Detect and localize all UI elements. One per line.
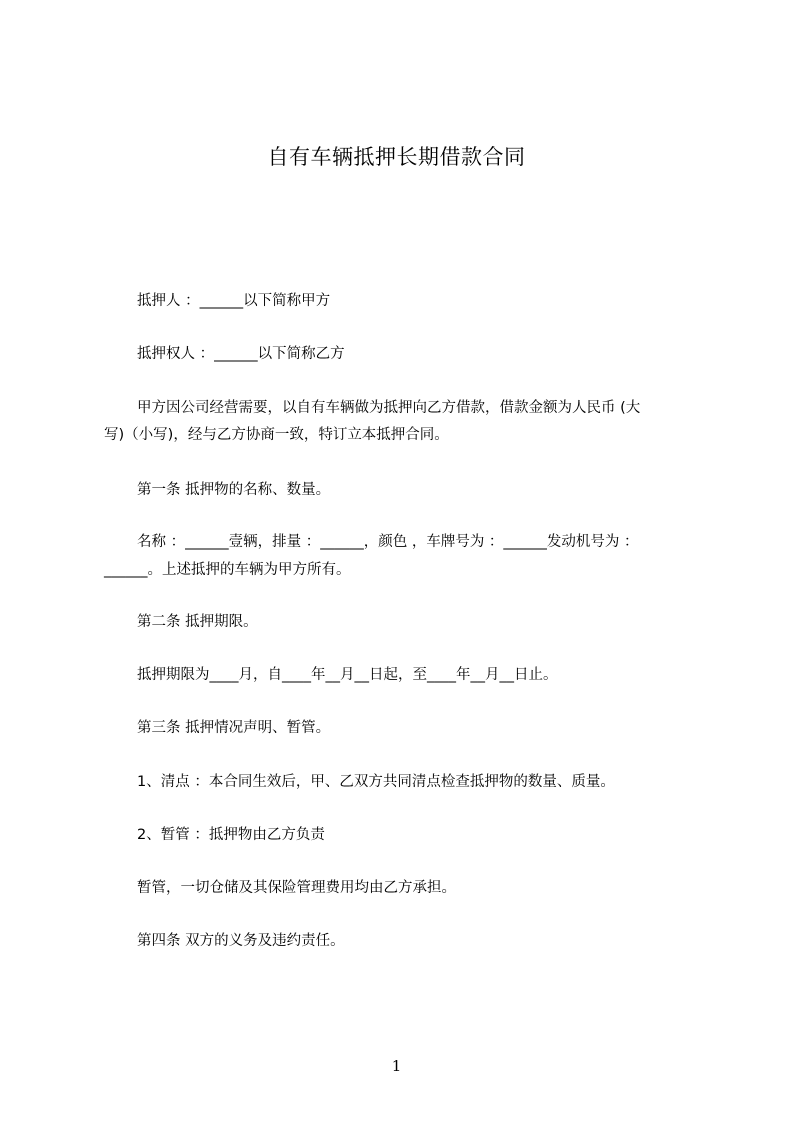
article-1-line-2: ______。上述抵押的车辆为甲方所有。 [104, 562, 351, 578]
mortgagee-line: 抵押权人 ：______以下简称乙方 [137, 346, 345, 362]
page-number: 1 [391, 1057, 402, 1075]
article-4-heading: 第四条 双方的义务及违约责任。 [137, 933, 345, 949]
preamble-line-1: 甲方因公司经营需要，以自有车辆做为抵押向乙方借款，借款金额为人民币 (大 [137, 400, 641, 416]
article-3-item-1: 1、清点 ：本合同生效后，甲、乙双方共同清点检查抵押物的数量、质量。 [137, 774, 615, 790]
article-3-heading: 第三条 抵押情况声明、暂管。 [137, 720, 331, 736]
preamble-line-2: 写)（小写)，经与乙方协商一致，特订立本抵押合同。 [104, 427, 449, 443]
mortgagor-line: 抵押人 ：______以下简称甲方 [137, 293, 331, 309]
article-2-line: 抵押期限为____月，自____年__月__日起，至____年__月__日止。 [137, 667, 558, 683]
document-title: 自有车辆抵押长期借款合同 [267, 145, 526, 169]
article-1-line-1: 名称 ：______壹辆，排量 ：______，颜色 ，车牌号为 ：______发动机号为 ： [137, 534, 639, 550]
article-2-heading: 第二条 抵押期限。 [137, 614, 258, 630]
article-3-item-2-cont: 暂管，一切仓储及其保险管理费用均由乙方承担。 [137, 880, 456, 896]
article-3-item-2: 2、暂管 ：抵押物由乙方负责 [137, 827, 325, 843]
article-1-heading: 第一条 抵押物的名称、数量。 [137, 482, 331, 498]
